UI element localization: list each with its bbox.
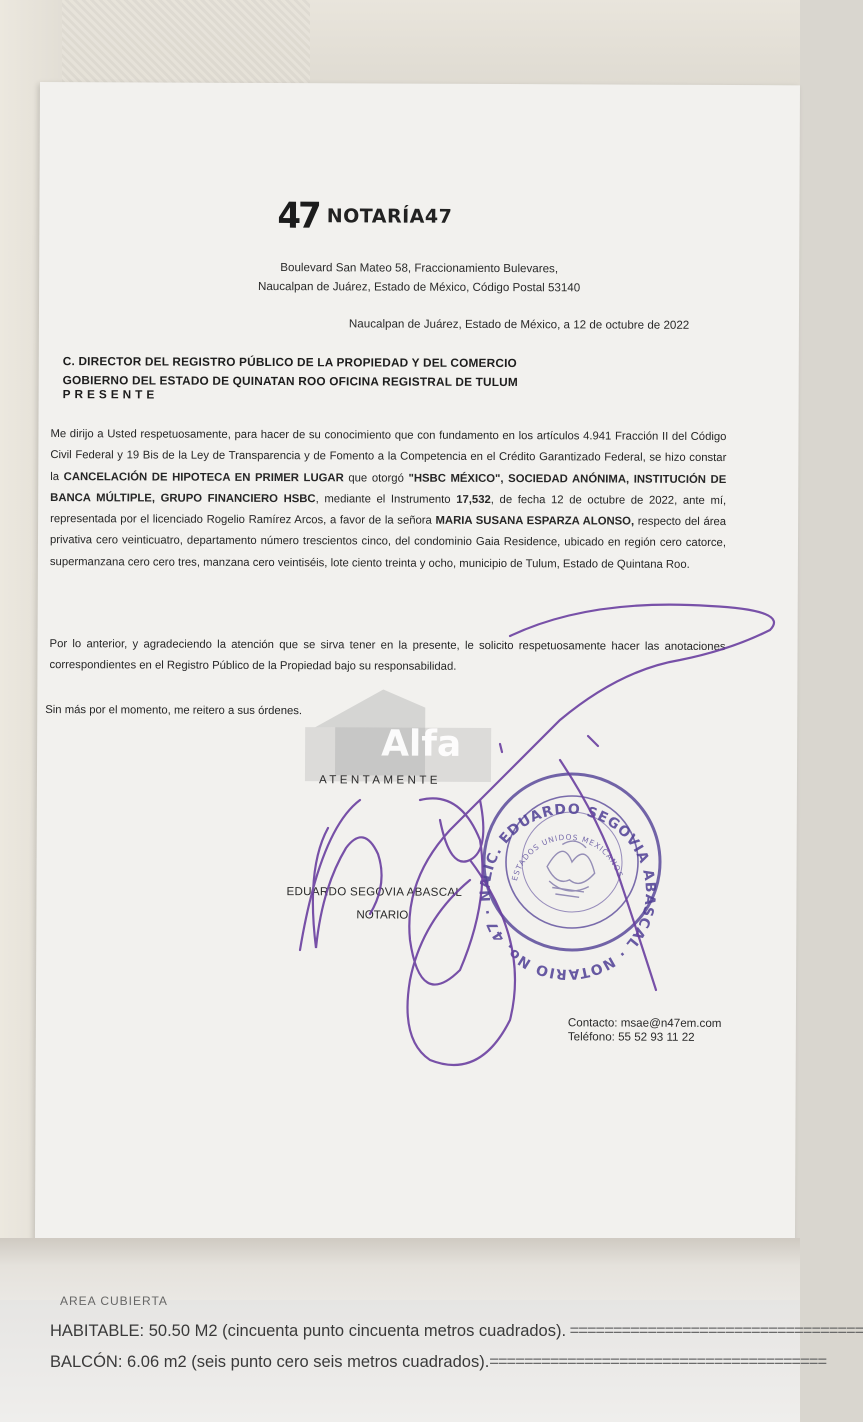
recipient-line-1: C. DIRECTOR DEL REGISTRO PÚBLICO DE LA PROPIEDAD Y DEL COMERCIO	[62, 354, 517, 371]
body-paragraph-3: Sin más por el momento, me reitero a sus órdenes.	[45, 704, 303, 718]
body-paragraph-2: Por lo anterior, y agradeciendo la atención que se sirva tener en la presente, le solicito respetuosamente hacer las anotaciones correspondientes en el Registro Público de la Propiedad bajo su responsabilidad.	[49, 638, 726, 674]
habitable-dash-fill: ==================================	[566, 1322, 863, 1340]
p1-text-5: respecto del área privativa cero veinticuatro, departamento número trescientos cinco, del condominio Gaia Residence, ubicado en región cero catorce, supermanzana cero cero tres, manzana cero veintiséis, lote ciento treinta y ocho, municipio de Tulum, Estado de Quintana Roo.	[49, 515, 727, 571]
background-texture	[60, 0, 310, 85]
next-page-line-habitable	[50, 1322, 863, 1341]
address-line-2: Naucalpan de Juárez, Estado de México, Código Postal 53140	[257, 279, 581, 295]
letter-sheet	[35, 82, 800, 1250]
signer-name: EDUARDO SEGOVIA ABASCAL	[286, 885, 463, 899]
signer-title: NOTARIO	[356, 908, 409, 922]
p1-text-1: Me dirijo a Usted respetuosamente, para hacer de su conocimiento que con fundamento en los artículos 4.941 Fracción II del Código Civil Federal y 19 Bis de la Ley de Transparencia y de Fomento a la Competencia en el Crédito Garantizado Federal, se hizo constar la	[50, 428, 727, 483]
contact-phone: Teléfono: 55 52 93 11 22	[567, 1030, 695, 1044]
next-page-partial-heading: AREA CUBIERTA	[60, 1294, 168, 1308]
next-page-line-balcon	[50, 1353, 826, 1372]
logo-name: NOTARÍA47	[326, 205, 453, 228]
address-line-1: Boulevard San Mateo 58, Fraccionamiento Bulevares,	[280, 261, 559, 276]
habitable-text: HABITABLE: 50.50 M2 (cincuenta punto cincuenta metros cuadrados).	[50, 1322, 567, 1340]
p1-text-3: , mediante el Instrumento	[315, 493, 457, 506]
p1-bold-bank: "HSBC MÉXICO", SOCIEDAD ANÓNIMA, INSTITUCIÓN DE BANCA MÚLTIPLE, GRUPO FINANCIERO HSBC	[50, 472, 727, 506]
p1-text-4: , de fecha 12 de octubre de 2022, ante mí, representada por el licenciado Rogelio Ramírez Arcos, a favor de la señora	[50, 493, 727, 527]
p1-text-2: que otorgó	[343, 471, 409, 485]
seal-outer-text: LIC. EDUARDO SEGOVIA ABASCAL · NOTARIO No. 47 · NAUCALPAN,	[477, 801, 659, 982]
contact-email: Contacto: msae@n47em.com	[567, 1016, 722, 1030]
recipient-line-2: GOBIERNO DEL ESTADO DE QUINATAN ROO OFICINA REGISTRAL DE TULUM	[62, 373, 518, 390]
balcon-text: BALCÓN: 6.06 m2 (seis punto cero seis metros cuadrados).	[50, 1353, 490, 1371]
contact-block	[568, 1016, 722, 1045]
recipient-presente: PRESENTE	[62, 387, 159, 402]
date-line: Naucalpan de Juárez, Estado de México, a 12 de octubre de 2022	[348, 317, 690, 332]
balcon-dash-fill: =======================================	[489, 1353, 827, 1371]
p1-bold-cancelacion: CANCELACIÓN DE HIPOTECA EN PRIMER LUGAR	[63, 470, 344, 484]
p1-bold-name: MARIA SUSANA ESPARZA ALONSO,	[435, 514, 635, 528]
closing-atentamente: ATENTAMENTE	[318, 773, 441, 787]
seal-inner-text: ESTADOS UNIDOS MEXICANOS	[510, 832, 625, 882]
watermark	[305, 683, 491, 782]
logo-mark: 47	[277, 195, 319, 238]
watermark-text: Alfa	[381, 723, 462, 765]
notaria-logo	[277, 196, 452, 237]
body-paragraph-1	[50, 424, 727, 576]
p1-bold-instrument: 17,532	[456, 493, 491, 506]
